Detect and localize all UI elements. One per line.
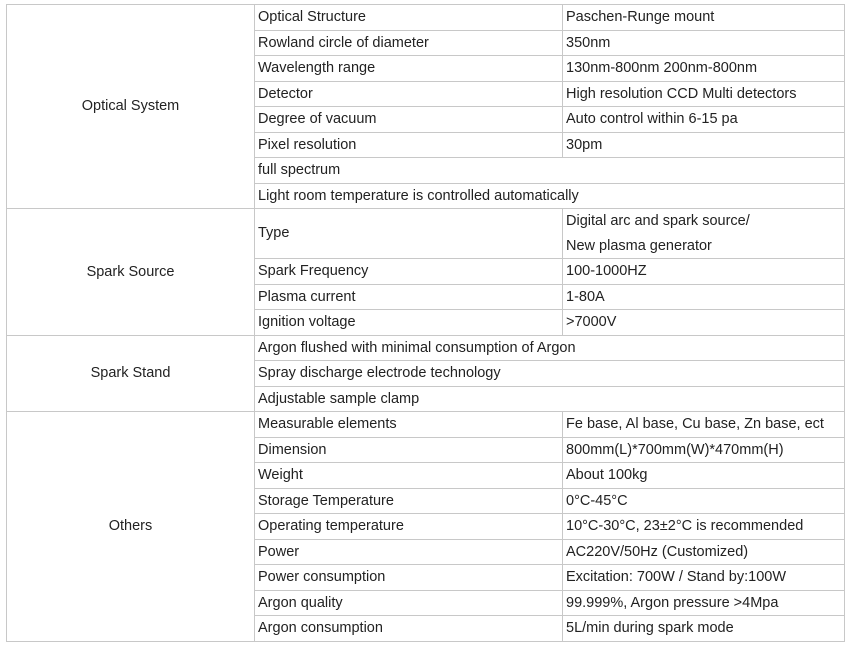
spec-value [563, 209, 845, 259]
spec-label: Rowland circle of diameter [255, 30, 563, 56]
spec-value: 100-1000HZ [563, 259, 845, 285]
table-row [7, 5, 845, 31]
spec-value-line: New plasma generator [566, 237, 712, 254]
spec-value: AC220V/50Hz (Customized) [563, 539, 845, 565]
spec-value: 10°C-30°C, 23±2°C is recommended [563, 514, 845, 540]
spec-label: Plasma current [255, 284, 563, 310]
table-row [7, 209, 845, 259]
spec-label: Optical Structure [255, 5, 563, 31]
spec-label: Detector [255, 81, 563, 107]
spec-label: Storage Temperature [255, 488, 563, 514]
spec-label: Type [255, 209, 563, 259]
spec-label: Operating temperature [255, 514, 563, 540]
spec-label: Pixel resolution [255, 132, 563, 158]
spec-note: Spray discharge electrode technology [255, 361, 845, 387]
spec-value: 5L/min during spark mode [563, 616, 845, 642]
spec-note: Light room temperature is controlled automatically [255, 183, 845, 209]
section-label: Others [7, 412, 255, 642]
spec-table [6, 4, 845, 642]
spec-value: Fe base, Al base, Cu base, Zn base, ect [563, 412, 845, 438]
spec-value: High resolution CCD Multi detectors [563, 81, 845, 107]
spec-value-line: Digital arc and spark source/ [566, 213, 750, 229]
spec-value: 800mm(L)*700mm(W)*470mm(H) [563, 437, 845, 463]
spec-label: Degree of vacuum [255, 107, 563, 133]
spec-value: 30pm [563, 132, 845, 158]
spec-value: 0°C-45°C [563, 488, 845, 514]
section-label: Spark Stand [7, 335, 255, 412]
spec-note: Adjustable sample clamp [255, 386, 845, 412]
spec-value: 350nm [563, 30, 845, 56]
spec-value: About 100kg [563, 463, 845, 489]
spec-value: 99.999%, Argon pressure >4Mpa [563, 590, 845, 616]
spec-label: Power [255, 539, 563, 565]
spec-value: Excitation: 700W / Stand by:100W [563, 565, 845, 591]
spec-value: >7000V [563, 310, 845, 336]
spec-label: Argon quality [255, 590, 563, 616]
spec-value: Paschen-Runge mount [563, 5, 845, 31]
spec-value: 1-80A [563, 284, 845, 310]
spec-note: Argon flushed with minimal consumption of Argon [255, 335, 845, 361]
spec-label: Wavelength range [255, 56, 563, 82]
section-label: Spark Source [7, 209, 255, 336]
spec-label: Spark Frequency [255, 259, 563, 285]
spec-label: Power consumption [255, 565, 563, 591]
table-row [7, 335, 845, 361]
spec-label: Measurable elements [255, 412, 563, 438]
spec-label: Weight [255, 463, 563, 489]
spec-label: Argon consumption [255, 616, 563, 642]
section-label: Optical System [7, 5, 255, 209]
spec-note: full spectrum [255, 158, 845, 184]
spec-value: Auto control within 6-15 pa [563, 107, 845, 133]
spec-label: Dimension [255, 437, 563, 463]
spec-label: Ignition voltage [255, 310, 563, 336]
spec-value: 130nm-800nm 200nm-800nm [563, 56, 845, 82]
table-row [7, 412, 845, 438]
